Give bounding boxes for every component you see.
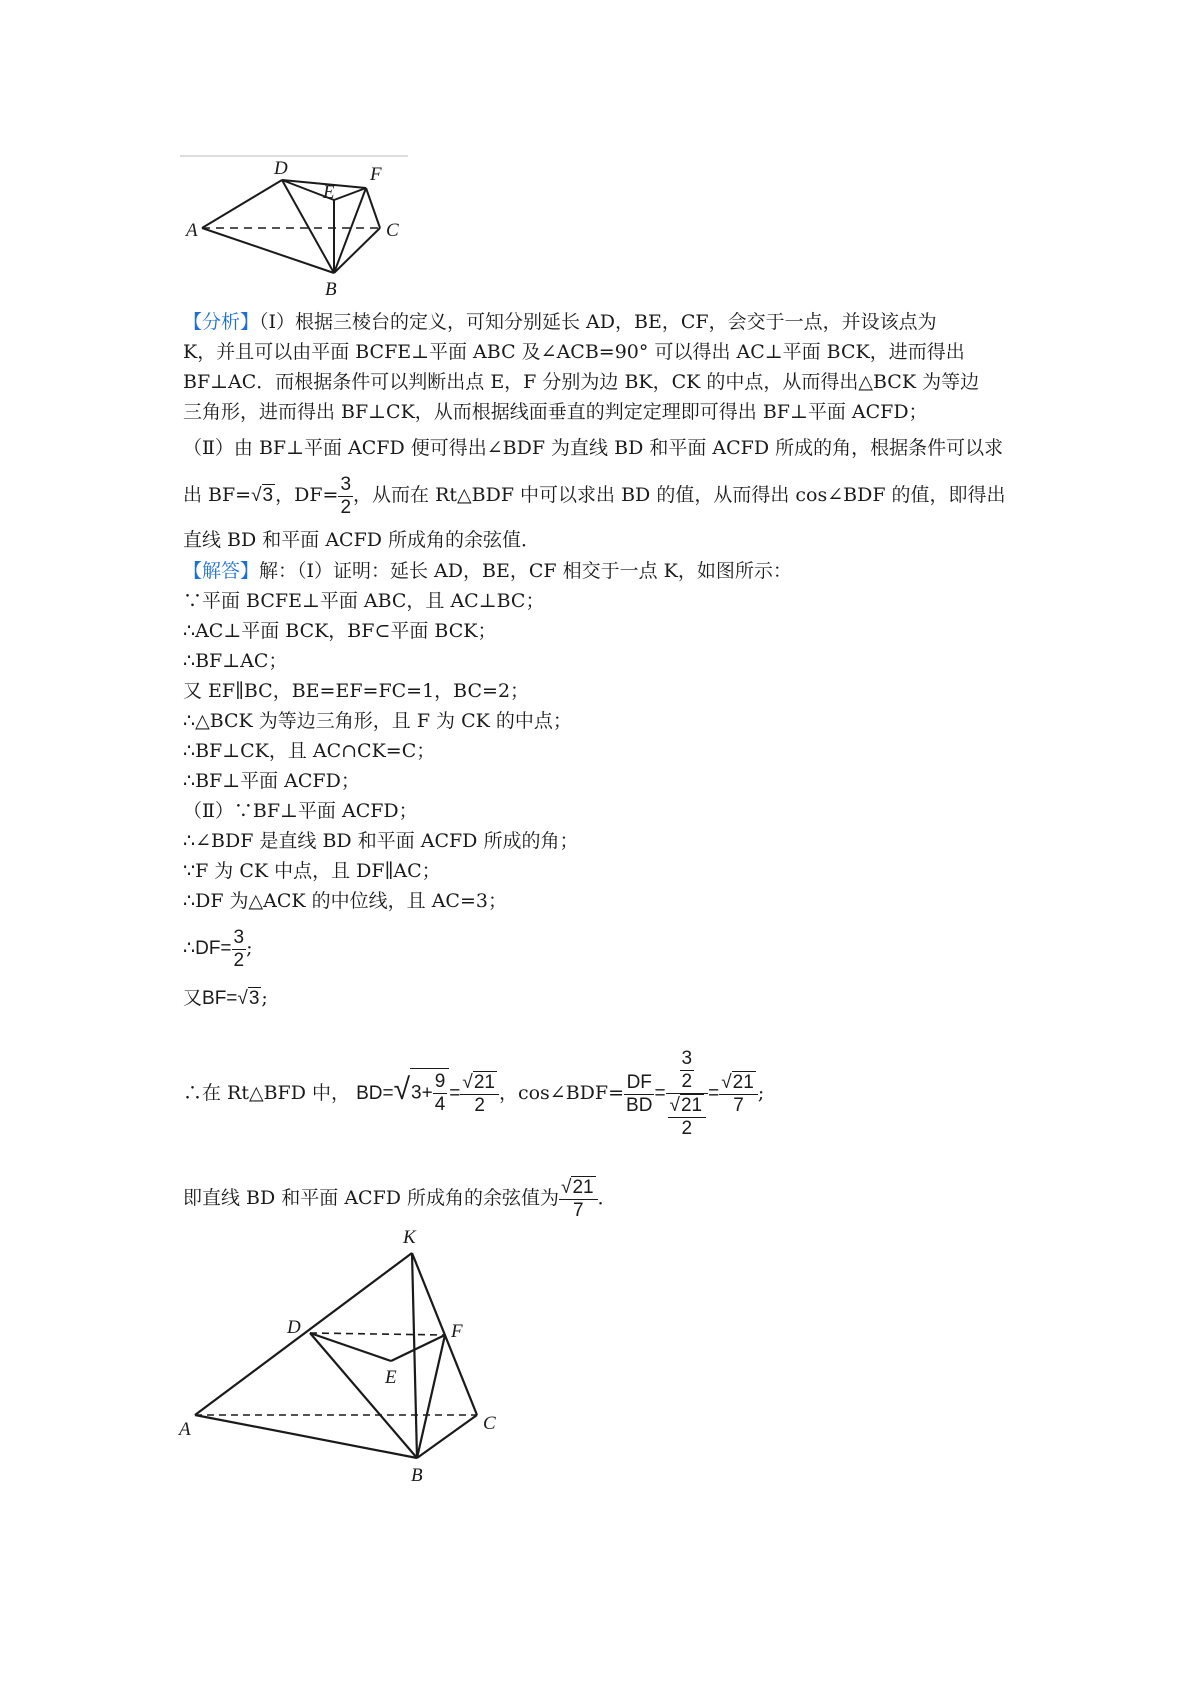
solution-tag: 【解答】 [183, 560, 260, 582]
analysis-line-3: BF⊥AC．而根据条件可以判断出点 E，F 分别为边 BK，CK 的中点，从而得出△BCK 为等边 [183, 371, 980, 393]
analysis-line-2: K，并且可以由平面 BCFE⊥平面 ABC 及∠ACB=90° 可以得出 AC⊥平面 BCK，进而得出 [183, 341, 965, 363]
fig2-label-E: E [385, 1367, 397, 1388]
solution-line-10: ∴∠BDF 是直线 BD 和平面 ACFD 所成的角； [183, 830, 579, 852]
solution-line-12: ∴DF 为△ACK 的中位线，且 AC=3； [183, 890, 507, 912]
fig1-label-A: A [186, 220, 198, 241]
solution-line-4: ∴BF⊥AC； [183, 650, 288, 672]
analysis-line-6: 出 BF=√3 ，DF= $\frac{3}{2}$ ，从而在 Rt△BDF 中可以求出 BD 的值，从而得出 cos∠BDF 的值，即得出 [183, 473, 1006, 518]
fig1-label-E: E [323, 182, 335, 203]
solution-line-3: ∴AC⊥平面 BCK，BF⊂平面 BCK； [183, 620, 497, 642]
fig1-label-C: C [386, 220, 399, 241]
fig1-label-F: F [370, 164, 382, 185]
solution-line-15: ∴在 Rt△BFD 中， BD=√3+ $\frac{9}{4}$ = $\frac{√21}{2}$ ，cos∠BDF= $\frac{DF}{BD}$ = $\frac{\frac{3}{2}}{\frac{√21}{2}}$ = $\frac{√21}{7}$ ; [183, 1048, 765, 1139]
fraction-3-over-2: $\frac{3}{2}$ [340, 473, 352, 518]
solution-line-7: ∴BF⊥CK，且 AC∩CK=C； [183, 740, 436, 762]
fig1-label-B: B [325, 279, 337, 300]
fig2-label-C: C [483, 1413, 496, 1434]
analysis-line-4: 三角形，进而得出 BF⊥CK，从而根据线面垂直的判定定理即可得出 BF⊥平面 ACFD； [183, 401, 928, 423]
analysis-line-1: 【分析】（Ⅰ）根据三棱台的定义，可知分别延长 AD，BE，CF，会交于一点，并设该点为 [183, 311, 937, 333]
figure-extended-pyramid [175, 1225, 520, 1495]
solution-line-11: ∵F 为 CK 中点，且 DF∥AC； [183, 860, 441, 882]
solution-line-5: 又 EF∥BC，BE=EF=FC=1，BC=2； [183, 680, 530, 702]
fig2-label-B: B [411, 1465, 423, 1486]
solution-line-14: 又BF=√3 ; [183, 987, 268, 1009]
fig2-label-A: A [179, 1419, 191, 1440]
analysis-line-5: （Ⅱ）由 BF⊥平面 ACFD 便可得出∠BDF 为直线 BD 和平面 ACFD 所成的角，根据条件可以求 [183, 437, 1004, 459]
fig2-label-K: K [403, 1227, 416, 1248]
solution-line-16: 即直线 BD 和平面 ACFD 所成角的余弦值为 $\frac{√21}{7}$ ． [183, 1177, 617, 1221]
solution-line-9: （Ⅱ）∵BF⊥平面 ACFD； [183, 800, 418, 822]
analysis-line-7: 直线 BD 和平面 ACFD 所成角的余弦值． [183, 529, 541, 551]
analysis-tag: 【分析】 [183, 311, 260, 333]
fig2-label-D: D [287, 1317, 301, 1338]
figure-frustum [180, 150, 420, 300]
solution-line-2: ∵平面 BCFE⊥平面 ABC，且 AC⊥BC； [183, 590, 545, 612]
solution-line-13: ∴DF= $\frac{3}{2}$ ; [183, 926, 253, 971]
fig1-label-D: D [274, 158, 288, 179]
solution-line-6: ∴△BCK 为等边三角形，且 F 为 CK 的中点； [183, 710, 572, 732]
solution-line-1: 【解答】解：（Ⅰ）证明：延长 AD，BE，CF 相交于一点 K，如图所示： [183, 560, 792, 582]
fig2-label-F: F [451, 1321, 463, 1342]
solution-line-8: ∴BF⊥平面 ACFD； [183, 770, 360, 792]
